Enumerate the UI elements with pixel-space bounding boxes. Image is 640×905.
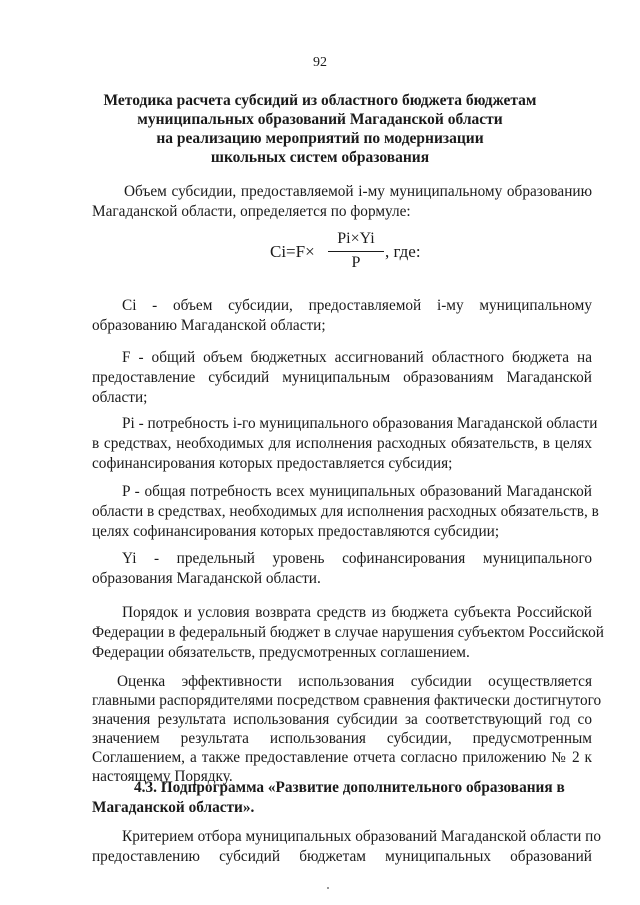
paragraph-line: образованию Магаданской области;: [92, 317, 326, 334]
formula-fraction: [328, 229, 384, 274]
paragraph-line: Порядок и условия возврата средств из бюджета субъекта Российской: [122, 604, 592, 621]
definition-f: [92, 348, 592, 408]
heading-line: 4.3. Подпрограмма «Развитие дополнительного образования в: [134, 779, 565, 796]
paragraph-line: софинансирования которых предоставляется субсидия;: [92, 455, 453, 472]
definition-pi: [92, 414, 598, 474]
paragraph-line: Федерации в федеральный бюджет в случае нарушения субъектом Российской: [92, 624, 604, 641]
paragraph-line: в средствах, необходимых для исполнения расходных обязательств, в целях: [92, 435, 592, 452]
paragraph-line: Pi - потребность i-го муниципального образования Магаданской области: [122, 415, 598, 432]
heading-line: Магаданской области».: [92, 799, 255, 816]
return-paragraph: [92, 603, 604, 663]
definition-yi: [92, 549, 592, 589]
paragraph-line: целях софинансирования которых предоставляются субсидии;: [92, 523, 500, 540]
paragraph-line: предоставление субсидий муниципальным образованиям Магаданской: [92, 369, 592, 386]
paragraph-line: области;: [92, 389, 148, 406]
paragraph-line: Критерием отбора муниципальных образований Магаданской области по: [122, 828, 601, 845]
paragraph-line: образования Магаданской области.: [92, 570, 321, 587]
formula-numerator: Pi×Yi: [337, 230, 375, 247]
paragraph-line: Соглашением, а также предоставление отчета согласно приложению № 2 к: [92, 749, 592, 766]
criteria-paragraph: [92, 827, 601, 867]
paragraph-line: значения результата использования субсидии за соответствующий год со: [92, 711, 592, 728]
formula-lhs: Ci=F×: [270, 242, 315, 261]
paragraph-line: Объем субсидии, предоставляемой i-му муниципальному образованию: [124, 183, 592, 200]
title-line: на реализацию мероприятий по модернизации: [156, 130, 484, 147]
scan-speck: [327, 887, 329, 889]
formula-denominator: P: [351, 254, 361, 271]
paragraph-line: значением результата использования субсидии, предусмотренным: [92, 730, 592, 747]
evaluation-paragraph: [92, 672, 602, 786]
paragraph-line: Ci - объем субсидии, предоставляемой i-му муниципальному: [122, 297, 592, 314]
definition-ci: [92, 296, 592, 336]
title-line: Методика расчета субсидий из областного бюджета бюджетам: [103, 92, 537, 109]
page-number: 92: [313, 55, 327, 70]
paragraph-line: F - общий объем бюджетных ассигнований областного бюджета на: [122, 349, 592, 366]
paragraph-line: Магаданской области, определяется по формуле:: [92, 203, 411, 220]
paragraph-line: предоставлению субсидий бюджетам муниципальных образований: [92, 848, 592, 865]
paragraph-line: области в средствах, необходимых для исполнения расходных обязательств, в: [92, 503, 599, 520]
title-line: муниципальных образований Магаданской области: [137, 111, 503, 128]
definition-p: [92, 482, 599, 542]
document-title: [90, 91, 550, 167]
paragraph-line: P - общая потребность всех муниципальных образований Магаданской: [122, 483, 592, 500]
subprogram-heading: [92, 778, 592, 818]
intro-paragraph: [92, 182, 592, 222]
formula-rhs: , где:: [385, 242, 421, 261]
title-line: школьных систем образования: [210, 149, 430, 166]
paragraph-line: Федерации обязательств, предусмотренных соглашением.: [92, 644, 470, 661]
paragraph-line: Оценка эффективности использования субсидии осуществляется: [117, 673, 592, 690]
paragraph-line: Yi - предельный уровень софинансирования муниципального: [122, 550, 592, 567]
paragraph-line: главными распорядителями посредством сравнения фактически достигнутого: [92, 692, 602, 709]
paragraph-line: настоящему Порядку.: [92, 768, 233, 785]
